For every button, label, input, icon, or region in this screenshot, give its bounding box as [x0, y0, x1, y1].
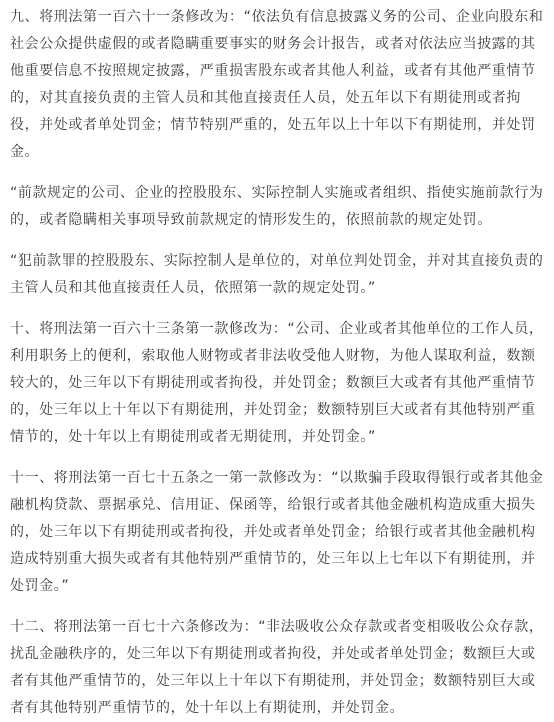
paragraph-article-10: 十、将刑法第一百六十三条第一款修改为：“公司、企业或者其他单位的工作人员，利用职务上的便利，索取他人财物或者非法收受他人财物，为他人谋取利益，数额较大的，处三年以下有期徒刑或者拘役，并处罚金；数额巨大或者有其他严重情节的，处三年以上十年以下有期徒刑，并处罚金；数额特别巨大或者有其他特别严重情节的，处十年以上有期徒刑或者无期徒刑，并处罚金。” [10, 321, 544, 445]
paragraph-article-9-clause-3: “犯前款罪的控股股东、实际控制人是单位的，对单位判处罚金，并对其直接负责的主管人员和其他直接责任人员，依照第一款的规定处罚。” [10, 253, 544, 296]
paragraph-article-9: 九、将刑法第一百六十一条修改为：“依法负有信息披露义务的公司、企业向股东和社会公众提供虚假的或者隐瞒重要事实的财务会计报告，或者对依法应当披露的其他重要信息不按照规定披露，严重损害股东或者其他人利益，或者有其他严重情节的，对其直接负责的主管人员和其他直接责任人员，处五年以下有期徒刑或者拘役，并处或者单处罚金；情节特别严重的，处五年以上十年以下有期徒刑，并处罚金。 [10, 9, 544, 160]
paragraph-article-11: 十一、将刑法第一百七十五条之一第一款修改为：“以欺骗手段取得银行或者其他金融机构贷款、票据承兑、信用证、保函等，给银行或者其他金融机构造成重大损失的，处三年以下有期徒刑或者拘役，并处或者单处罚金；给银行或者其他金融机构造成特别重大损失或者有其他特别严重情节的，处三年以上七年以下有期徒刑，并处罚金。” [10, 470, 544, 594]
paragraph-article-9-clause-2: “前款规定的公司、企业的控股股东、实际控制人实施或者组织、指使实施前款行为的，或者隐瞒相关事项导致前款规定的情形发生的，依照前款的规定处罚。 [10, 185, 544, 228]
paragraph-article-12: 十二、将刑法第一百七十六条修改为：“非法吸收公众存款或者变相吸收公众存款，扰乱金融秩序的，处三年以下有期徒刑或者拘役，并处或者单处罚金；数额巨大或者有其他严重情节的，处三年以上十年以下有期徒刑，并处罚金；数额特别巨大或者有其他特别严重情节的，处十年以上有期徒刑，并处罚金。 [10, 619, 544, 716]
